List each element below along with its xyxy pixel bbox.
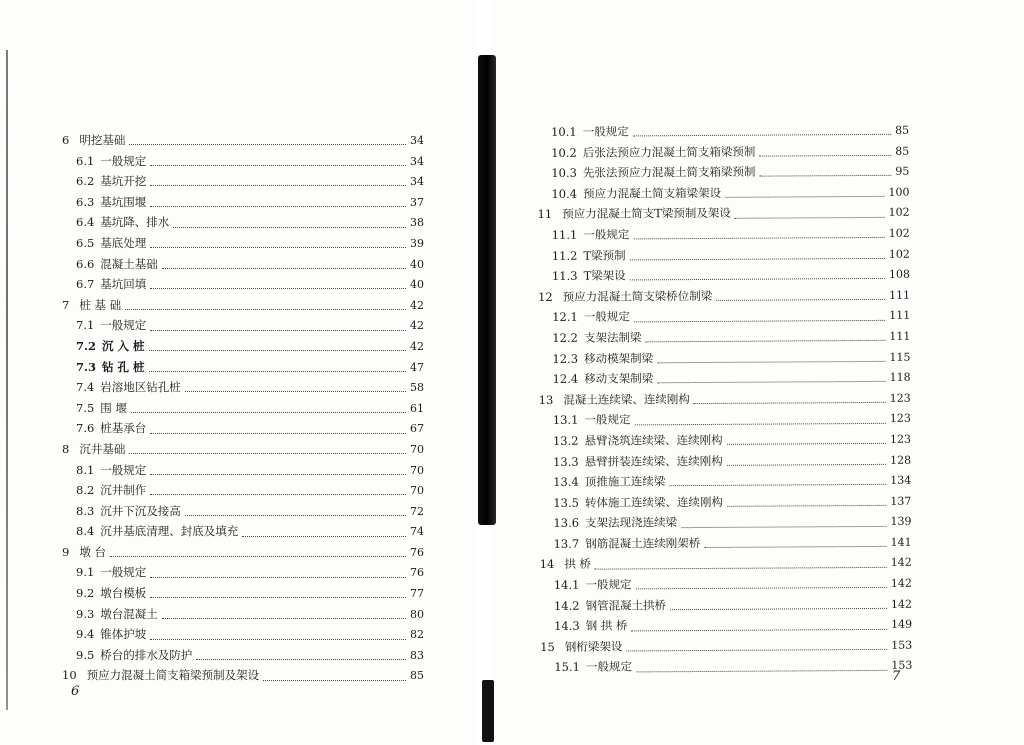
toc-entry xyxy=(62,604,424,625)
toc-entry-number: 7.6 xyxy=(76,421,95,436)
dot-leader xyxy=(630,269,885,281)
toc-entry-number: 12 xyxy=(538,289,553,304)
dot-leader xyxy=(727,455,886,466)
toc-entry xyxy=(538,305,910,328)
book-binding-gutter-lower xyxy=(482,680,494,742)
toc-entry-title: 钻 孔 桩 xyxy=(102,359,145,374)
toc-entry xyxy=(62,398,424,419)
toc-entry xyxy=(538,284,910,307)
toc-entry-number: 11.3 xyxy=(551,268,578,284)
toc-entry xyxy=(62,274,424,295)
toc-entry-number: 13 xyxy=(538,392,554,407)
toc-entry-title: 一般规定 xyxy=(585,659,632,675)
toc-entry xyxy=(62,645,424,666)
toc-entry-number: 9.1 xyxy=(76,565,95,580)
toc-entry-page: 82 xyxy=(410,625,424,646)
toc-entry xyxy=(62,418,424,439)
toc-entry-title: 移动支架制梁 xyxy=(584,371,654,386)
toc-entry xyxy=(62,295,424,316)
toc-entry-title: 钢 拱 桥 xyxy=(585,618,628,633)
toc-entry-page: 34 xyxy=(410,172,424,193)
dot-leader xyxy=(263,671,406,681)
toc-entry-page: 153 xyxy=(891,636,912,657)
toc-entry-number: 14.3 xyxy=(554,618,580,634)
toc-entry-number: 13.2 xyxy=(552,433,579,448)
toc-entry-number: 11.1 xyxy=(551,227,578,242)
toc-entry-title: 预应力混凝土简支T梁预制及架设 xyxy=(562,206,731,222)
toc-entry-number: 10 xyxy=(62,668,77,683)
toc-entry-title: 一般规定 xyxy=(100,318,147,333)
toc-entry-number: 11 xyxy=(537,207,553,222)
dot-leader xyxy=(704,537,886,548)
toc-entry xyxy=(540,593,912,616)
toc-entry-page: 115 xyxy=(889,347,910,368)
dot-leader xyxy=(681,516,886,527)
toc-entry-title: 后张法预应力混凝土简支箱梁预制 xyxy=(582,144,756,160)
toc-entry-page: 95 xyxy=(895,162,909,183)
dot-leader xyxy=(185,382,406,392)
toc-entry-title: 支架法制梁 xyxy=(583,330,642,345)
dot-leader xyxy=(150,630,406,640)
toc-entry-title: 桥台的排水及防护 xyxy=(100,647,193,662)
toc-entry-page: 74 xyxy=(410,522,424,543)
dot-leader xyxy=(725,187,884,198)
toc-entry xyxy=(62,665,424,686)
page-number-right: 7 xyxy=(892,669,901,684)
toc-entry-number: 13.3 xyxy=(553,454,579,469)
toc-entry-page: 102 xyxy=(889,244,910,265)
dot-leader xyxy=(125,300,406,310)
toc-entry xyxy=(538,223,910,246)
toc-entry-page: 108 xyxy=(889,265,910,286)
dot-leader xyxy=(150,321,406,331)
toc-entry-title: 墩台混凝土 xyxy=(100,606,158,621)
dot-leader xyxy=(759,146,891,157)
toc-entry-number: 6.4 xyxy=(76,215,95,230)
dot-leader xyxy=(150,197,406,207)
toc-entry-title: 墩 台 xyxy=(79,544,106,559)
toc-entry-number: 14 xyxy=(539,557,555,572)
toc-entry xyxy=(62,171,424,192)
toc-entry xyxy=(539,490,911,513)
toc-entry-number: 7 xyxy=(62,297,70,312)
book-binding-gutter xyxy=(478,55,496,525)
toc-entry-title: 钢桁梁架设 xyxy=(564,639,623,654)
toc-entry-title: 岩溶地区钻孔桩 xyxy=(100,380,181,395)
dot-leader xyxy=(630,249,885,261)
dot-leader xyxy=(149,362,406,372)
toc-entry-number: 7.1 xyxy=(76,318,95,333)
toc-entry-number: 13.7 xyxy=(553,536,580,551)
toc-entry-page: 67 xyxy=(410,419,424,440)
toc-entry xyxy=(62,192,424,213)
dot-leader xyxy=(150,588,406,598)
toc-entry-title: 混凝土基础 xyxy=(100,256,158,271)
dot-leader xyxy=(162,259,406,269)
toc-entry-page: 100 xyxy=(888,183,909,204)
toc-entry-page: 142 xyxy=(891,594,912,615)
toc-entry-number: 14.2 xyxy=(553,598,580,613)
toc-entry xyxy=(537,182,909,205)
toc-entry-page: 102 xyxy=(889,203,910,224)
toc-entry xyxy=(62,377,424,398)
toc-entry-title: 拱 桥 xyxy=(564,557,592,572)
toc-entry-number: 15.1 xyxy=(554,660,580,675)
dot-leader xyxy=(633,125,891,137)
dot-leader xyxy=(129,444,406,454)
toc-entry-number: 8 xyxy=(62,441,70,456)
toc-entry-number: 6.5 xyxy=(76,235,95,250)
toc-entry-title: 钢筋混凝土连续刚架桥 xyxy=(585,535,701,551)
toc-entry-page: 34 xyxy=(410,131,424,152)
dot-leader xyxy=(626,640,887,652)
toc-entry-page: 42 xyxy=(410,316,424,337)
toc-entry xyxy=(540,655,912,678)
dot-leader xyxy=(150,424,406,434)
dot-leader xyxy=(242,527,406,537)
toc-entry-number: 8.4 xyxy=(76,524,95,539)
toc-entry xyxy=(540,635,912,658)
toc-entry-title: 沉井下沉及接高 xyxy=(100,503,181,518)
toc-entry-number: 9 xyxy=(62,544,70,559)
toc-entry-page: 134 xyxy=(890,471,911,492)
toc-entry-page: 142 xyxy=(891,553,912,574)
toc-entry-page: 70 xyxy=(410,440,424,461)
toc-entry-title: 桩基承台 xyxy=(100,421,147,436)
toc-entry-number: 13.1 xyxy=(552,413,579,428)
toc-entry-page: 76 xyxy=(410,563,424,584)
toc-entry-page: 149 xyxy=(891,615,912,636)
toc-entry-number: 12.4 xyxy=(552,371,579,387)
toc-entry-title: 悬臂浇筑连续梁、连续刚构 xyxy=(584,432,723,448)
toc-entry-number: 6.2 xyxy=(76,174,95,189)
dot-leader xyxy=(150,176,406,186)
toc-entry-title: 一般规定 xyxy=(583,309,630,325)
toc-entry xyxy=(62,624,424,645)
toc-entry-number: 12.2 xyxy=(552,330,578,345)
toc-entry-page: 77 xyxy=(410,584,424,605)
toc-left xyxy=(62,130,424,686)
toc-entry-page: 123 xyxy=(890,430,911,451)
toc-entry-number: 10.1 xyxy=(551,124,577,139)
toc-entry-number: 6 xyxy=(62,133,70,147)
dot-leader xyxy=(670,599,887,610)
dot-leader xyxy=(150,238,406,248)
toc-entry xyxy=(537,161,909,184)
dot-leader xyxy=(631,619,887,631)
dot-leader xyxy=(645,331,885,342)
toc-entry xyxy=(62,212,424,233)
toc-entry-title: 混凝土连续梁、连续刚构 xyxy=(563,391,690,407)
toc-entry xyxy=(540,532,912,555)
dot-leader xyxy=(149,341,406,351)
toc-entry-title: 锥体护坡 xyxy=(100,627,147,642)
dot-leader xyxy=(162,609,406,619)
dot-leader xyxy=(150,568,406,578)
toc-entry xyxy=(538,243,910,266)
toc-entry-page: 40 xyxy=(410,275,424,296)
toc-entry-title: 一般规定 xyxy=(582,124,629,139)
toc-entry-title: 沉井基底清理、封底及填充 xyxy=(100,524,239,539)
toc-entry-page: 139 xyxy=(890,512,911,533)
toc-entry xyxy=(62,315,424,336)
dot-leader xyxy=(633,228,884,240)
dot-leader xyxy=(636,661,887,673)
toc-entry xyxy=(538,346,910,369)
toc-entry-number: 10.4 xyxy=(551,186,578,201)
toc-entry-title: 悬臂拼装连续梁、连续刚构 xyxy=(584,453,723,469)
toc-entry-title: 一般规定 xyxy=(585,577,632,592)
page-number-left: 6 xyxy=(71,684,80,699)
toc-entry-number: 14.1 xyxy=(553,577,580,592)
toc-entry xyxy=(537,120,909,143)
toc-entry-page: 61 xyxy=(410,399,424,420)
toc-entry-page: 70 xyxy=(410,461,424,482)
toc-entry-number: 12.3 xyxy=(552,351,579,366)
toc-entry-page: 76 xyxy=(410,543,424,564)
dot-leader xyxy=(173,218,406,228)
dot-leader xyxy=(735,208,885,219)
toc-entry xyxy=(540,552,912,575)
toc-entry-number: 8.1 xyxy=(76,462,95,477)
toc-entry-title: 移动模架制梁 xyxy=(584,350,654,366)
toc-entry-title: 基底处理 xyxy=(100,235,147,250)
toc-entry-title: 一般规定 xyxy=(100,565,147,580)
toc-entry xyxy=(539,470,911,493)
toc-entry-number: 13.5 xyxy=(553,495,579,510)
dot-leader xyxy=(634,311,885,323)
toc-entry-title: T梁预制 xyxy=(583,248,626,263)
toc-entry-page: 128 xyxy=(890,450,911,471)
toc-entry xyxy=(62,233,424,254)
dot-leader xyxy=(196,650,406,660)
dot-leader xyxy=(657,372,885,383)
toc-entry-title: 基坑开挖 xyxy=(100,174,147,189)
toc-entry-page: 123 xyxy=(890,409,911,430)
toc-entry-page: 118 xyxy=(890,368,911,389)
dot-leader xyxy=(657,352,885,363)
dot-leader xyxy=(635,578,886,590)
toc-entry xyxy=(537,140,909,163)
dot-leader xyxy=(150,156,406,166)
toc-entry xyxy=(62,439,424,460)
toc-entry-number: 6.7 xyxy=(76,277,95,292)
toc-entry-number: 15 xyxy=(540,639,555,654)
toc-entry xyxy=(538,326,910,349)
toc-entry-title: 沉井制作 xyxy=(100,483,147,498)
toc-entry-number: 13.6 xyxy=(553,516,580,531)
toc-entry-page: 85 xyxy=(895,141,909,162)
dot-leader xyxy=(694,393,886,404)
dot-leader xyxy=(150,485,406,495)
toc-entry xyxy=(62,151,424,172)
toc-entry xyxy=(62,583,424,604)
toc-entry-page: 141 xyxy=(891,533,912,554)
toc-right xyxy=(537,120,912,678)
dot-leader xyxy=(110,547,406,557)
toc-entry-title: T梁架设 xyxy=(583,268,626,283)
toc-entry-page: 34 xyxy=(410,152,424,173)
toc-entry xyxy=(539,429,911,452)
toc-entry-number: 6.6 xyxy=(76,256,95,271)
toc-entry xyxy=(538,202,910,225)
dot-leader xyxy=(150,279,406,289)
toc-entry-number: 7.2 xyxy=(76,338,97,353)
toc-entry xyxy=(539,387,911,410)
toc-entry-page: 70 xyxy=(410,481,424,502)
dot-leader xyxy=(716,290,885,301)
toc-entry xyxy=(540,573,912,596)
toc-entry-title: 基坑回填 xyxy=(100,277,147,292)
page-edge-shadow xyxy=(6,50,8,710)
toc-entry-page: 80 xyxy=(410,605,424,626)
toc-entry xyxy=(62,562,424,583)
toc-entry xyxy=(540,614,912,637)
toc-entry-title: 沉 入 桩 xyxy=(102,338,145,353)
toc-entry xyxy=(538,264,910,287)
toc-entry-title: 一般规定 xyxy=(584,412,631,428)
toc-entry-number: 7.3 xyxy=(76,359,97,374)
toc-entry-page: 47 xyxy=(410,358,424,379)
toc-entry-page: 111 xyxy=(889,285,910,306)
toc-entry xyxy=(62,460,424,481)
toc-entry-number: 9.2 xyxy=(76,586,95,601)
toc-entry xyxy=(62,542,424,563)
dot-leader xyxy=(727,496,886,507)
toc-entry xyxy=(539,449,911,472)
toc-entry-number: 6.3 xyxy=(76,194,95,209)
toc-entry-title: 桩 基 础 xyxy=(79,297,122,312)
toc-entry-title: 围 堰 xyxy=(100,400,127,415)
toc-entry-page: 85 xyxy=(410,666,424,687)
toc-entry-page: 83 xyxy=(410,646,424,667)
toc-entry-page: 111 xyxy=(889,327,910,348)
toc-entry xyxy=(62,336,424,357)
toc-entry-number: 13.4 xyxy=(553,474,579,490)
toc-entry-number: 9.3 xyxy=(76,606,95,621)
toc-entry-number: 8.3 xyxy=(76,503,95,518)
toc-entry-page: 58 xyxy=(410,378,424,399)
toc-entry-title: 一般规定 xyxy=(100,153,147,168)
toc-entry-title: 预应力混凝土简支箱梁架设 xyxy=(583,185,722,201)
toc-entry-number: 6.1 xyxy=(76,153,95,168)
toc-entry-title: 沉井基础 xyxy=(79,441,126,456)
toc-entry xyxy=(539,367,911,390)
toc-entry-title: 顶推施工连续梁 xyxy=(584,474,666,489)
toc-entry-page: 153 xyxy=(891,656,912,677)
dot-leader xyxy=(129,135,406,145)
toc-entry-number: 11.2 xyxy=(551,248,578,263)
dot-leader xyxy=(150,465,406,475)
toc-entry-title: 预应力混凝土简支梁桥位制梁 xyxy=(562,288,713,304)
toc-entry xyxy=(62,480,424,501)
dot-leader xyxy=(669,475,886,486)
toc-entry-title: 基坑围堰 xyxy=(100,194,147,209)
toc-entry-page: 42 xyxy=(410,337,424,358)
dot-leader xyxy=(634,413,885,425)
toc-entry-page: 123 xyxy=(890,388,911,409)
toc-entry-page: 42 xyxy=(410,296,424,317)
toc-entry xyxy=(62,501,424,522)
dot-leader xyxy=(595,558,887,570)
toc-entry-title: 先张法预应力混凝土简支箱梁预制 xyxy=(582,164,756,180)
toc-entry xyxy=(62,254,424,275)
toc-entry-page: 39 xyxy=(410,234,424,255)
toc-entry-title: 基坑降、排水 xyxy=(100,215,170,230)
dot-leader xyxy=(727,434,886,445)
toc-entry-number: 9.5 xyxy=(76,647,95,662)
toc-entry-title: 一般规定 xyxy=(100,462,147,477)
toc-entry-number: 7.5 xyxy=(76,400,95,415)
toc-entry-number: 10.2 xyxy=(551,145,577,160)
dot-leader xyxy=(759,166,891,177)
dot-leader xyxy=(131,403,406,413)
toc-entry-title: 墩台模板 xyxy=(100,586,147,601)
toc-entry-number: 7.4 xyxy=(76,380,95,395)
toc-entry-page: 142 xyxy=(891,574,912,595)
toc-entry-title: 转体施工连续梁、连续刚构 xyxy=(584,494,723,510)
toc-entry xyxy=(539,511,911,534)
toc-entry-number: 8.2 xyxy=(76,483,95,498)
toc-entry-page: 37 xyxy=(410,193,424,214)
toc-entry-page: 38 xyxy=(410,213,424,234)
toc-entry-title: 预应力混凝土简支箱梁预制及架设 xyxy=(86,668,260,683)
toc-entry-title: 支架法现浇连续梁 xyxy=(585,515,678,530)
toc-entry-number: 12.1 xyxy=(552,310,578,325)
toc-entry-page: 111 xyxy=(889,306,910,327)
toc-entry xyxy=(539,408,911,431)
toc-entry-page: 40 xyxy=(410,255,424,276)
toc-entry-number: 9.4 xyxy=(76,627,95,642)
toc-entry-title: 钢管混凝土拱桥 xyxy=(585,597,667,613)
toc-entry-title: 明挖基础 xyxy=(79,133,126,147)
toc-entry xyxy=(62,130,424,151)
dot-leader xyxy=(185,506,406,516)
toc-entry-page: 85 xyxy=(895,121,909,142)
toc-entry-page: 72 xyxy=(410,502,424,523)
toc-entry xyxy=(62,357,424,378)
toc-entry-page: 137 xyxy=(890,491,911,512)
toc-entry-title: 一般规定 xyxy=(583,227,630,242)
toc-entry-page: 102 xyxy=(889,224,910,245)
toc-entry xyxy=(62,521,424,542)
toc-entry-number: 10.3 xyxy=(551,165,577,181)
